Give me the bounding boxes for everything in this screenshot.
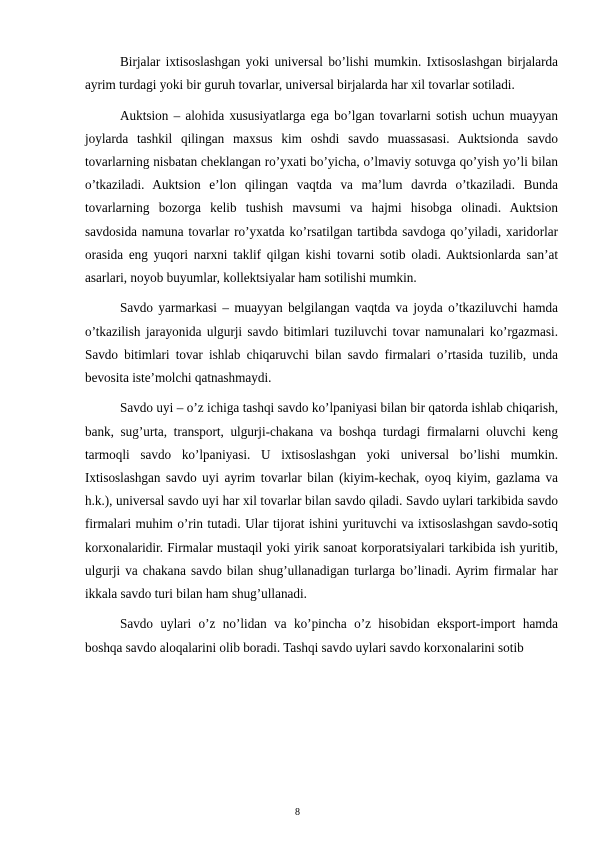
paragraph-birjalar: Birjalar ixtisoslashgan yoki universal bo’lishi mumkin. Ixtisoslashgan birjalarda ayrim turdagi yoki bir guruh tovarlar, universal birjalarda har xil tovarlar sotiladi. bbox=[85, 54, 558, 93]
page-number: 8 bbox=[295, 807, 300, 818]
paragraph-auktsion: Auktsion – alohida xususiyatlarga ega bo’lgan tovarlarni sotish uchun muayyan joylarda tashkil qilingan maxsus kim oshdi savdo muassasasi. Auktsionda savdo tovarlarning nisbatan cheklangan ro’yxati bo’yicha, o’lmaviy sotuvga qo’yish yo’li bilan o’tkaziladi. Auktsion e’lon qilingan vaqtda va ma’lum davrda o’tkaziladi. Bunda tovarlarning bozorga kelib tushish mavsumi va hajmi hisobga olinadi. Auktsion savdosida namuna tovarlar ro’yxatda ko’rsatilgan tartibda savdoga qo’yiladi, xaridorlar orasida eng yuqori narxni taklif qilgan kishi tovarni sotib oladi. Auktsionlarda san’at asarlari, noyob buyumlar, kollektsiyalar ham sotilishi mumkin. bbox=[85, 107, 558, 286]
paragraph-savdo-yarmarkasi: Savdo yarmarkasi – muayyan belgilangan vaqtda va joyda o’tkaziluvchi hamda o’tkazilish jarayonida ulgurji savdo bitimlari tuziluvchi tovar namunalari ko’rgazmasi. Savdo bitimlari tovar ishlab chiqaruvchi bilan savdo firmalari o’rtasida tuzilib, unda bevosita iste’molchi qatnashmaydi. bbox=[85, 300, 558, 386]
paragraph-savdo-uylari: Savdo uylari o’z no’lidan va ko’pincha o’z hisobidan eksport-import hamda boshqa savdo aloqalarini olib boradi. Tashqi savdo uylari savdo korxonalarini sotib bbox=[85, 616, 558, 655]
paragraph-savdo-uyi: Savdo uyi – o’z ichiga tashqi savdo ko’lpaniyasi bilan bir qatorda ishlab chiqarish, bank, sug’urta, transport, ulgurji-chakana va boshqa turdagi firmalarni oluvchi keng tarmoqli savdo ko’lpaniyasi. U ixtisoslashgan yoki universal bo’lishi mumkin. Ixtisoslashgan savdo uyi ayrim tovarlar bilan (kiyim-kechak, oyoq kiyim, gazlama va h.k.), universal savdo uyi har xil tovarlar bilan savdo qiladi. Savdo uylari tarkibida savdo firmalari muhim o’rin tutadi. Ular tijorat ishini yurituvchi va ixtisoslashgan savdo-sotiq korxonalaridir. Firmalar mustaqil yoki yirik sanoat korporatsiyalari tarkibida ish yuritib, ulgurji va chakana savdo bilan shug’ullanadigan turlarga bo’linadi. Ayrim firmalar har ikkala savdo turi bilan ham shug’ullanadi. bbox=[85, 400, 558, 602]
document-body bbox=[85, 50, 558, 666]
